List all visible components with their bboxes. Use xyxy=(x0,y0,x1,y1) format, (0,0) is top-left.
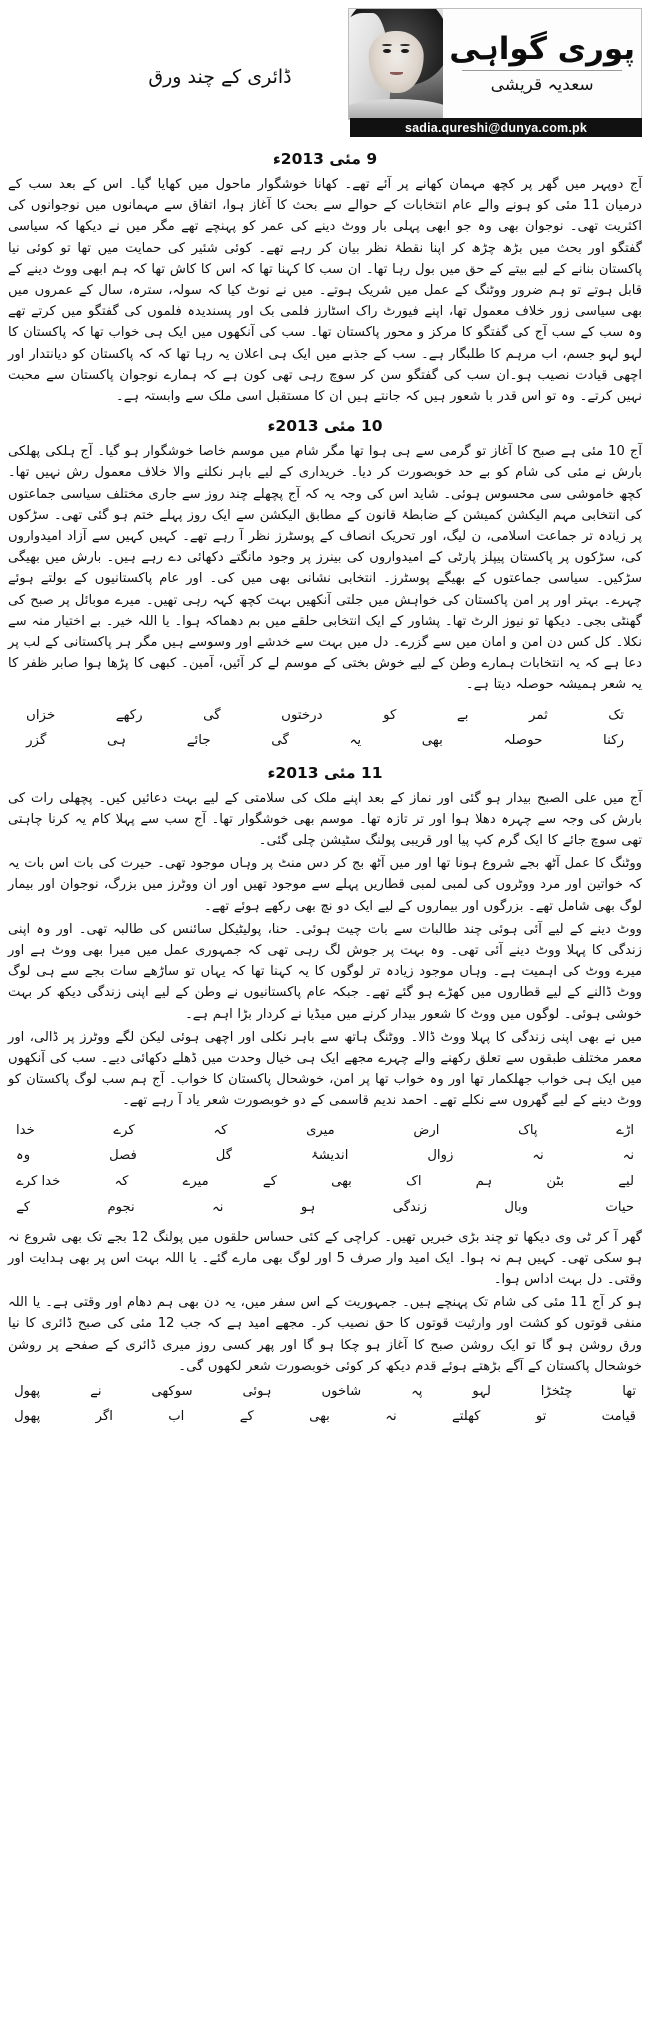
column-logo-title: پوری گواہی xyxy=(449,31,635,68)
entry-paragraph: ووٹ دینے کے لیے آئی ہوئی چند طالبات سے بات چیت ہوئی۔ حنا، پولیٹیکل سائنس کی طالبہ تھی۔ اور وہ اپنی زندگی کا پہلا ووٹ دینے آئی تھی۔ وہ بہت پر جوش لگ رہی تھی کہ جمہوری عمل میں میرا بھی ووٹ ہے اور میرے ووٹ کی اہمیت ہے۔ وہاں موجود زیادہ تر لوگوں کا یہ کہنا تھا کہ یہاں تو ساڑھے سات بجے سے ہی لوگ ووٹ ڈالنے کے لیے قطاروں میں کھڑے ہو گئے تھے۔ جبکہ عام پاکستانیوں نے وطن کے لیے اپنی زندگی دیکھ کر بہت خوشی ہوئی۔ لوگوں میں ووٹ کا شعور بیدار کرنے میں میڈیا نے کردار بڑا اہم ہے۔ xyxy=(8,921,642,1022)
closing-paragraph: ہو کر آج 11 مئی کی شام تک پہنچے ہیں۔ جمہوریت کے اس سفر میں، یہ دن بھی ہم دھام اور وقتی ہے۔ یا اللہ منفی قوتوں کو کشت اور وارثیت قوتوں کا حق نصیب کر۔ مجھے امید ہے کہ جب 12 مئی کی صبح ڈائری کا نیا ورق روشن ہو گا تو ایک روشن صبح کا آغاز ہو چکا ہو گا اور پھر کسی روز میری ڈائری کے صفحے پر روشن خوشحال پاکستان کے آگے بڑھتے ہوئے قدم دیکھ کر کوئی خوبصورت شعر لکھوں گی۔ xyxy=(8,1295,642,1374)
verse-word: تو xyxy=(535,1409,547,1425)
verse-word: رکنا xyxy=(603,733,624,749)
verse-word: ہوئی xyxy=(242,1384,272,1400)
verse-block xyxy=(8,703,642,754)
final-verse-block xyxy=(8,1379,642,1429)
verse-line xyxy=(16,1169,634,1195)
verse-word: تک xyxy=(608,707,624,723)
verse-word: گزر xyxy=(26,733,47,749)
verse-word: نہ xyxy=(385,1409,397,1425)
verse-word: نہ xyxy=(532,1148,544,1164)
entry-date-heading: 11 مئی 2013ء xyxy=(267,763,383,782)
verse-word: کے xyxy=(239,1409,254,1425)
verse-word: وہ xyxy=(16,1148,31,1164)
closing-paragraph: گھر آ کر ٹی وی دیکھا تو چند بڑی خبریں تھیں۔ کراچی کے کئی حساس حلقوں میں پولنگ 12 بجے تک بھی شروع نہ ہو سکی تھی۔ کہیں ہم نہ ہوا۔ ایک امید وار صرف 5 اور لوگ بھی مارے گئے۔ یا اللہ بہت اس پر بھی ہدایت اور وقتی۔ دل بہت اداس ہوا۔ xyxy=(8,1229,642,1287)
page-title: ڈائری کے چند ورق xyxy=(148,66,292,88)
entry-date-heading: 10 مئی 2013ء xyxy=(267,417,383,436)
verse-word: حوصلہ xyxy=(503,733,543,749)
verse-word: بے xyxy=(456,707,469,723)
verse-word: کو xyxy=(383,707,397,723)
verse-word: بٹن xyxy=(546,1174,565,1190)
verse-word: گل xyxy=(215,1148,233,1164)
photo-shoulder xyxy=(349,99,443,119)
verse-word: ہو xyxy=(300,1199,316,1215)
verse-word: اک xyxy=(406,1174,422,1190)
verse-word: لہو xyxy=(472,1384,491,1400)
verse-word: اندیشۂ xyxy=(310,1148,349,1164)
entry-paragraph: ووٹنگ کا عمل آٹھ بجے شروع ہونا تھا اور میں آٹھ بج کر دس منٹ پر وہاں موجود تھی۔ حیرت کی بات اس بات یہ کہ خواتین اور مرد ووٹروں کی لمبی لمبی قطاریں پہلے سے موجود تھیں اور ان ووٹرز میں بزرگ، نوجوان اور بیمار لوگ بھی شامل تھے۔ بزرگوں اور بیماروں کے لیے ایک دو نچ بھی رکھے ہوئے تھے۔ xyxy=(8,856,642,914)
entry-paragraph: آج دوپہر میں گھر پر کچھ مہمان کھانے پر آئے تھے۔ کھانا خوشگوار ماحول میں کھایا گیا۔ اس کے بعد سب کے درمیان 11 مئی کو ہونے والے عام انتخابات کے حوالے سے بحث کا آغاز ہوا، اتفاق سے مہمانوں میں نوجوانوں کی اکثریت تھی۔ نوجوان بھی وہ جو ابھی پہلی بار ووٹ دینے کی عمر کو پہنچے تھے مگر میں نے دیکھا کہ سیاسی گفتگو اور بحث میں بڑھ چڑھ کر اپنا نقطۂ نظر بیان کر رہے تھے۔ کوئی شئیر کی حمایت میں تھا تو کوئی نیا پاکستان بنانے کے لیے بیتے کے حق میں بول رہا تھا۔ ان سب کا کہنا تھا کہ اس کا کاش تھا کہ ہم ابھی ووٹ دینے کے قابل ہوتے تو ہم ضرور ووٹنگ کے عمل میں شریک ہوتے۔ میں نے نوٹ کیا کہ سولہ، سترہ، سال کے عمروں میں بھی سیاسی زور خلاف معمول تھا، اپنے فیورٹ راک اسٹارز فلمی بک اور پسندیدہ فلموں کی گفتگو میں کرتے تھے وہ سب کے سب آج کی گفتگو کا مرکز و محور پاکستان تھا۔ سب کی آنکھوں میں ایک ہی خواب تھا کہ پاکستان کا لہو لہو جسم، اب مرہم کا طلبگار ہے۔ سب کے جذبے میں ایک ہی اعلان یہ رہا تھا کہ کہ پاکستان کو دیانتدار اور اچھی قیادت نصیب ہو۔ان سب کی گفتگو سن کر سوچ رہی تھی کون ہے کہ ہمارے نوجوان پاکستان سے محبت نہیں کرتے۔ وہ تو اس قدر با شعور ہیں کہ جانتے ہیں ان کا مستقبل اسی ملک سے وابستہ ہے۔ xyxy=(8,177,642,405)
verse-word: وبال xyxy=(504,1199,529,1215)
author-photo xyxy=(349,9,443,119)
verse-word: فصل xyxy=(109,1148,137,1164)
verse-word: نہ xyxy=(622,1148,634,1164)
verse-word: نہ xyxy=(212,1199,224,1215)
verse-word: درختوں xyxy=(281,707,323,723)
verse-word: ثمر xyxy=(528,707,548,723)
verse-word: میری xyxy=(306,1122,335,1138)
verse-word: ارض xyxy=(413,1122,440,1138)
verse-word: کے xyxy=(16,1199,31,1215)
verse-word: لیے xyxy=(618,1174,634,1190)
verse-word: نے xyxy=(90,1384,102,1400)
verse-word: خزاں xyxy=(26,707,56,723)
column-logo-block xyxy=(348,8,642,120)
verse-word: قیامت xyxy=(601,1409,636,1425)
verse-word: اگر xyxy=(95,1409,113,1425)
verse-word: پھول xyxy=(14,1384,41,1400)
verse-word: گی xyxy=(203,707,221,723)
entry-date-heading: 9 مئی 2013ء xyxy=(272,150,378,168)
photo-face-shape xyxy=(369,31,424,93)
verse-word: گی xyxy=(271,733,289,749)
verse-block xyxy=(8,1118,642,1221)
article-body xyxy=(0,150,650,1429)
logo-divider xyxy=(462,70,622,71)
verse-word: جائے xyxy=(186,733,211,749)
verse-line xyxy=(16,1143,634,1169)
verse-word: بھی xyxy=(421,733,443,749)
verse-word: کھلتے xyxy=(452,1409,481,1425)
author-name: سعدیہ قریشی xyxy=(490,74,594,95)
verse-word: بھی xyxy=(309,1409,330,1425)
entry-paragraph: میں نے بھی اپنی زندگی کا پہلا ووٹ ڈالا۔ ووٹنگ ہاتھ سے باہر نکلی اور اچھی ہوئی لیکن لگے ووٹرز پر ڈالی، اور معمر مختلف طبقوں سے تعلق رکھنے والے چہرے مجھے ایک ہی خیال وحدت میں ڈھلے دکھائی دیے۔ سب کی آنکھوں میں ایک ہی خواب جھلکمار تھا اور وہ خواب تھا پر امن، خوشحال پاکستان کا خواب۔ آج ہم سب لوگ پاکستان کو ووٹ دینے کے لیے گھروں سے نکلے تھے۔ احمد ندیم قاسمی کے دو خوبصورت شعر یاد آ رہے تھے۔ xyxy=(8,1029,642,1109)
photo-eyebrow-right xyxy=(400,44,410,46)
verse-line xyxy=(14,1404,636,1429)
verse-word: زندگی xyxy=(392,1199,427,1215)
verse-word: حیات xyxy=(605,1199,634,1215)
verse-word: پہ xyxy=(411,1384,423,1400)
verse-word: بھی xyxy=(331,1174,352,1190)
author-email[interactable]: sadia.qureshi@dunya.com.pk xyxy=(350,118,642,137)
entry-paragraph: آج 10 مئی ہے صبح کا آغاز تو گرمی سے ہی ہوا تھا مگر شام میں موسم خاصا خوشگوار ہو گیا۔ آج ہلکی پھلکی بارش نے مئی کی شام کو بے حد خوبصورت کر دیا۔ خریداری کے لیے باہر نکلنے والا خلاف معمول رش نہیں تھا۔ کچھ خاموشی سی محسوس ہوئی۔ شاید اس کی وجہ یہ کہ آج پچھلے چند روز سے جاری مختلف سیاسی جماعتوں کی انتخابی مہم الیکشن کمیشن کے ضابطۂ قانون کے مطابق الیکشن سے ایک روز پہلے ختم ہو گئی تھی۔ سڑکوں پر زیادہ تر جماعت اسلامی، ن لیگ، اور تحریک انصاف کے پوسٹرز نظر آ رہے تھے۔ کہیں کہیں سے آزاد امیدواروں کی، سڑکوں پر پاکستان پیپلز پارٹی کے امیدواروں کی بینرز پر وجود مانگتے دکھائی دے رہے ہیں۔ بارش میں بھیگی سڑکیں۔ سیاسی جماعتوں کے بھیگے پوسٹرز۔ انتخابی نشانی بھی میں کی۔ اور عام پاکستانیوں کے بولتے ہوئے چہرے۔ بہتر اور پر امن پاکستان کی خواہش میں جلتی آنکھیں بہت کچھ کہہ رہی تھیں۔ میرے موبائل پر صبح کی گھنٹی بجی۔ دیکھا تو نیوز الرٹ تھا۔ پشاور کے ایک انتخابی حلقے میں بم دھماکہ ہوا۔ یا اللہ خیر۔ بے اختیار منہ سے نکلا۔ کل کس دن امن و امان میں سے گزرے۔ دل میں بہت سے خدشے اور وسوسے ہیں مگر ہر پاکستانی کے لب پر دعا ہے کہ یہ انتخابات ہمارے وطن کے لیے خوش بختی کے موسم لے کر آئیں، آمین۔ کبھی کا پڑھا ہوا صابر ظفر کا یہ شعر ہمیشہ حوصلہ دیتا ہے۔ xyxy=(8,444,642,693)
verse-word: زوال xyxy=(427,1148,454,1164)
verse-word: پاک xyxy=(518,1122,538,1138)
verse-line xyxy=(14,1379,636,1404)
verse-word: اب xyxy=(168,1409,185,1425)
verse-word: ہی xyxy=(107,733,127,749)
verse-word: ہم xyxy=(475,1174,493,1190)
verse-word: خدا xyxy=(16,1122,35,1138)
entry-paragraph: آج میں علی الصبح بیدار ہو گئی اور نماز کے بعد اپنے ملک کی سلامتی کے لیے بہت دعائیں کیں۔ پچھلی رات کی بارش کی وجہ سے چہرہ دھلا ہوا اور تر تازہ تھا۔ موسم بھی خوشگوار تھا۔ آج سب سے پہلا کام یہ کرنا چاہتی تھی سوچ جائے کا ایک گرم کپ پیا اور قریبی پولنگ سٹیشن چلی گئی۔ xyxy=(8,790,642,849)
verse-word: رکھے xyxy=(115,707,143,723)
verse-word: اڑے xyxy=(616,1122,634,1138)
logo-text-group xyxy=(443,9,641,119)
verse-line xyxy=(8,728,642,753)
verse-line xyxy=(16,1195,634,1221)
verse-word: یہ xyxy=(349,733,362,749)
masthead xyxy=(0,0,650,140)
verse-word: کے xyxy=(262,1174,277,1190)
verse-line xyxy=(8,703,642,728)
verse-word: خدا کرے xyxy=(16,1174,61,1190)
verse-word: شاخوں xyxy=(321,1384,362,1400)
verse-word: میرے xyxy=(182,1174,209,1190)
verse-word: کہ xyxy=(213,1122,228,1138)
verse-word: تھا xyxy=(622,1384,636,1400)
verse-word: نجوم xyxy=(107,1199,135,1215)
verse-word: چٹخڑا xyxy=(540,1384,573,1400)
verse-word: کہ xyxy=(114,1174,129,1190)
photo-eyebrow-left xyxy=(382,44,392,46)
verse-word: پھول xyxy=(14,1409,41,1425)
verse-line xyxy=(16,1118,634,1144)
verse-word: کرے xyxy=(113,1122,135,1138)
verse-word: سوکھی xyxy=(151,1384,193,1400)
